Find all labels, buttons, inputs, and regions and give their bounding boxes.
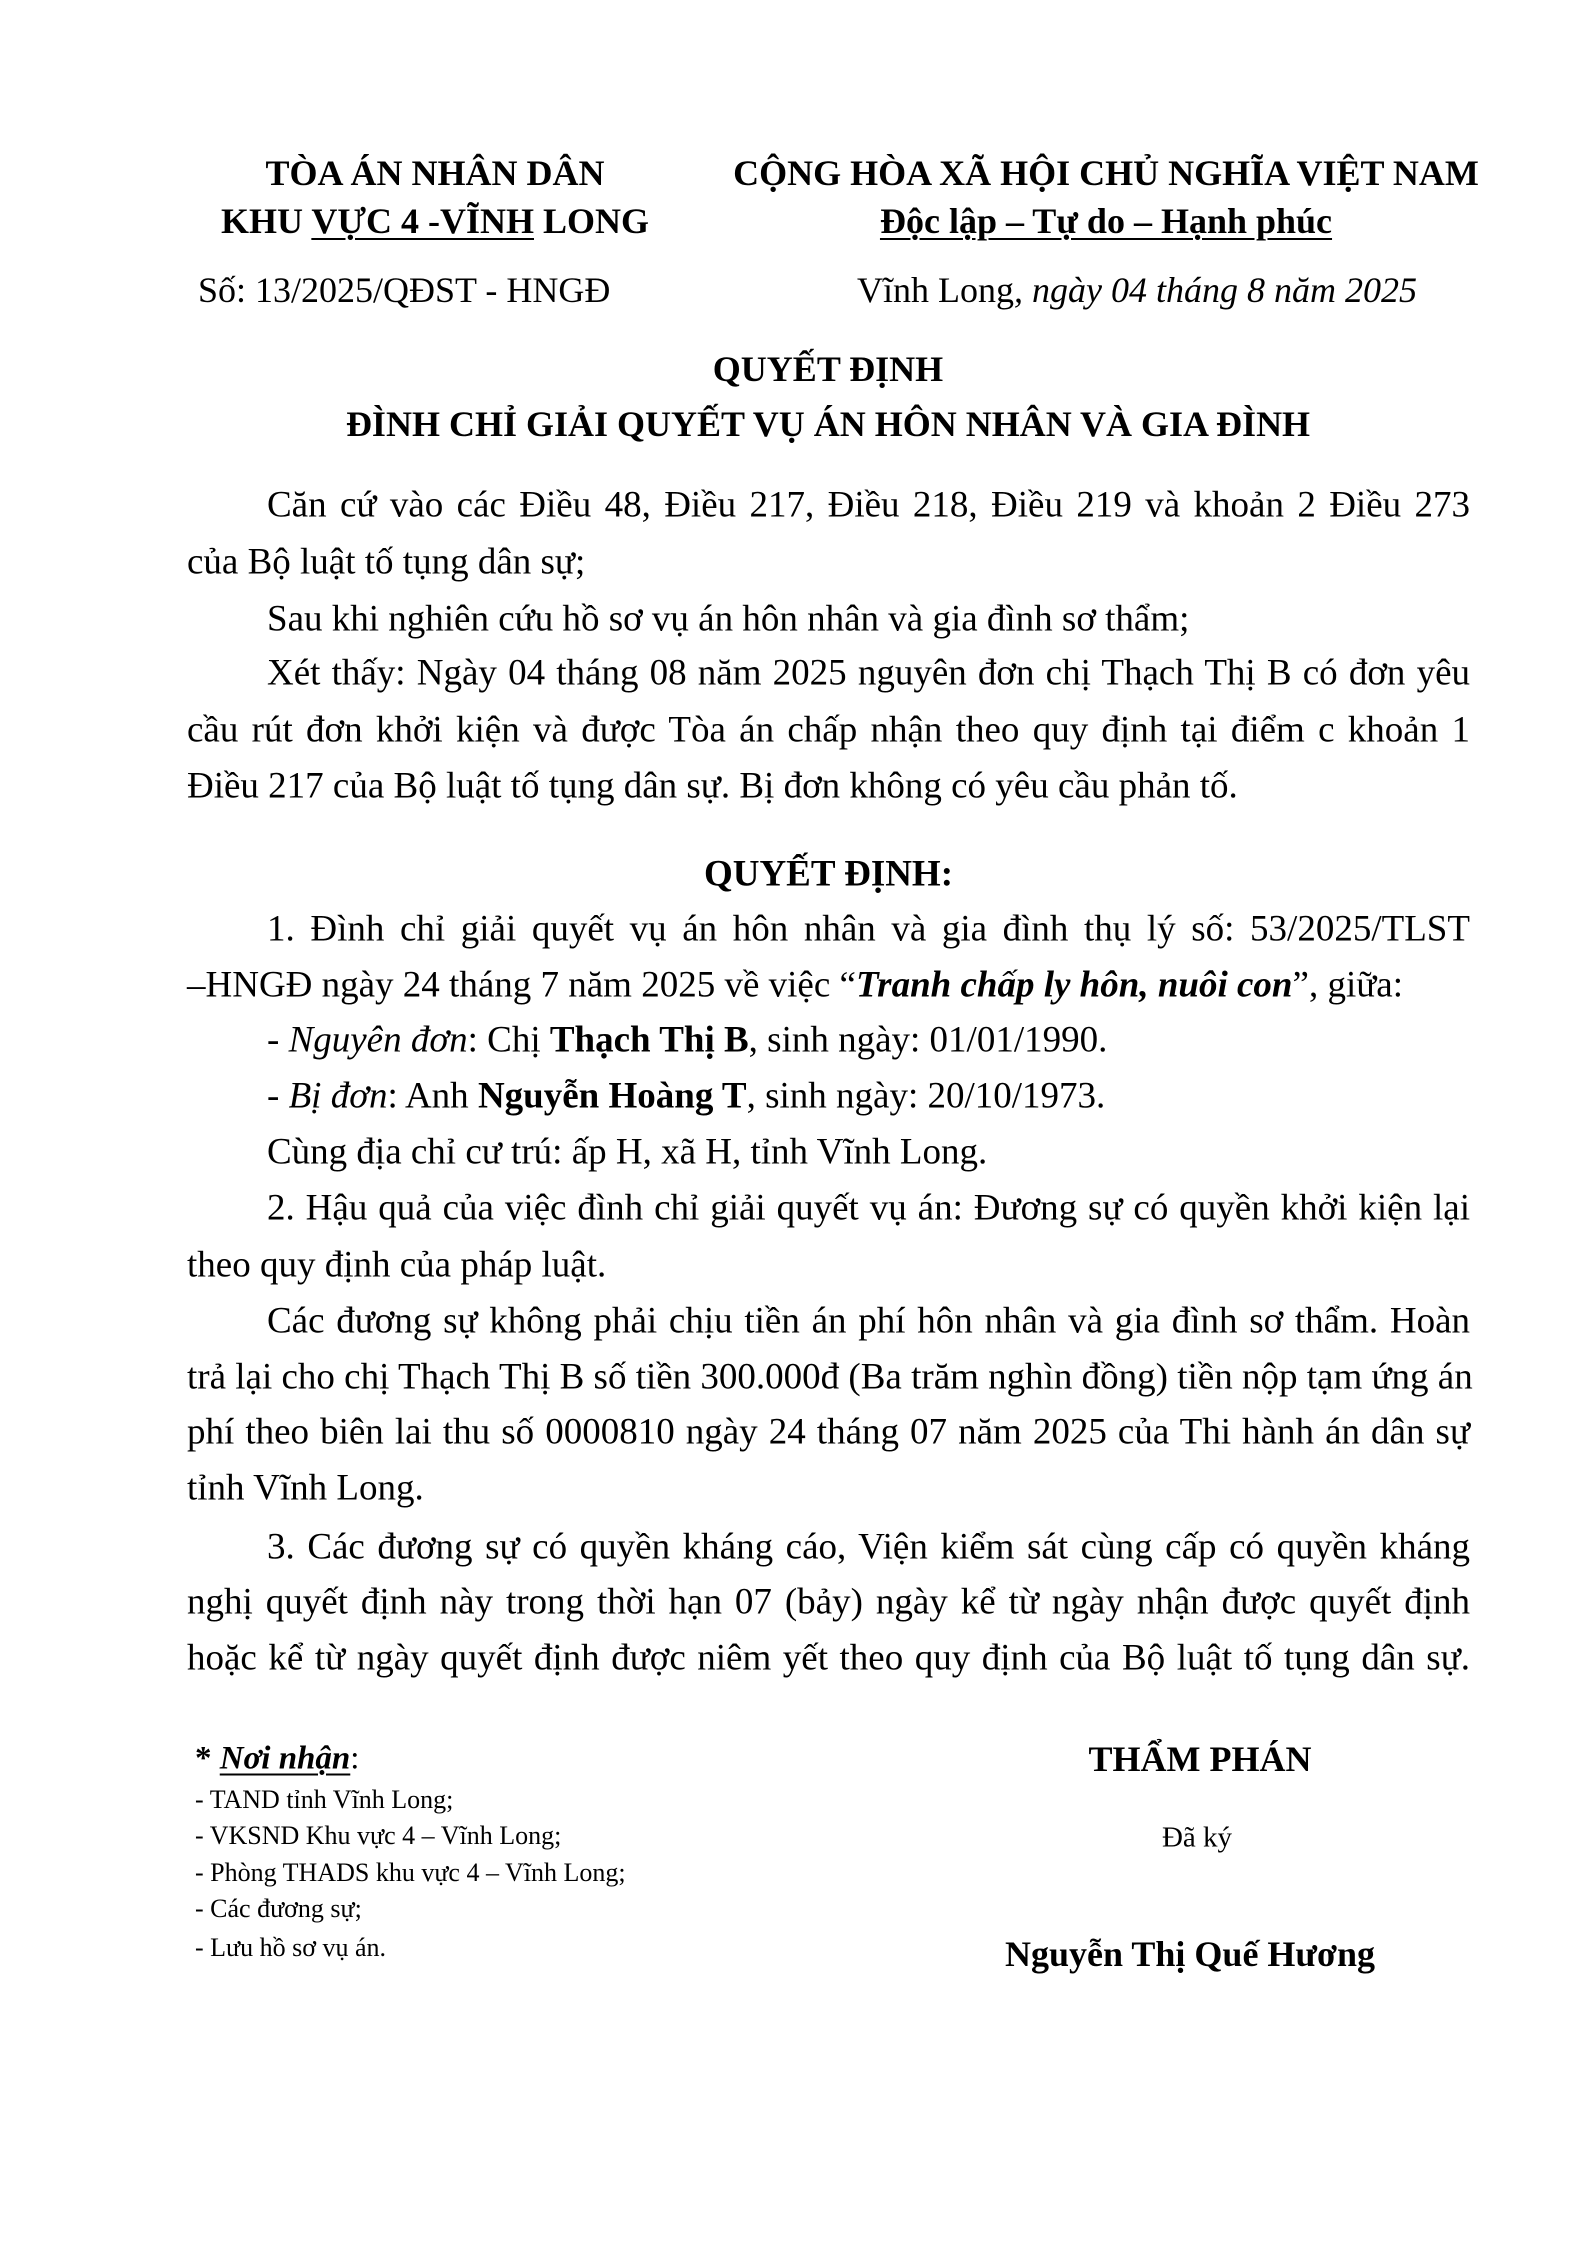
- body-line: [187, 598, 1470, 640]
- document-date: [857, 272, 1417, 308]
- signer-name: Nguyễn Thị Quế Hương: [1005, 1934, 1375, 1974]
- body-line: [187, 1581, 1470, 1623]
- body-line: [187, 908, 1470, 950]
- page-title: QUYẾT ĐỊNH: [712, 349, 944, 389]
- text-segment: Nguyên đơn: [288, 1019, 468, 1061]
- body-line: [187, 1244, 1470, 1286]
- recipient-item: - TAND tỉnh Vĩnh Long;: [195, 1785, 454, 1814]
- section-heading: [187, 853, 1470, 895]
- text-segment: ”, giữa:: [1292, 964, 1403, 1006]
- text-segment: 2. Hậu quả của việc đình chỉ giải quyết vụ án: Đương sự có quyền khởi kiện lại: [267, 1187, 1470, 1229]
- body-line: [187, 964, 1470, 1006]
- signer-role: THẨM PHÁN: [1088, 1739, 1312, 1779]
- court-region-underlined: VỰC 4 -VĨNH: [311, 201, 534, 241]
- text-segment: của Bộ luật tố tụng dân sự;: [187, 541, 586, 583]
- recipient-item: - Lưu hồ sơ vụ án.: [195, 1933, 387, 1962]
- recipient-item: - VKSND Khu vực 4 – Vĩnh Long;: [195, 1821, 562, 1850]
- text-segment: 1. Đình chỉ giải quyết vụ án hôn nhân và gia đình thụ lý số: 53/2025/TLST: [267, 908, 1470, 950]
- text-segment: Điều 217 của Bộ luật tố tụng dân sự. Bị đơn không có yêu cầu phản tố.: [187, 765, 1238, 807]
- body-line: [187, 1019, 1470, 1061]
- text-segment: Căn cứ vào các Điều 48, Điều 217, Điều 218, Điều 219 và khoản 2 Điều 273: [267, 484, 1470, 526]
- nation-name: CỘNG HÒA XÃ HỘI CHỦ NGHĨA VIỆT NAM: [733, 153, 1479, 193]
- body-line: [187, 709, 1470, 751]
- text-segment: nghị quyết định này trong thời hạn 07 (bảy) ngày kể từ ngày nhận được quyết định: [187, 1581, 1470, 1623]
- text-segment: –HNGĐ ngày 24 tháng 7 năm 2025 về việc “: [187, 964, 856, 1006]
- court-region-pre: KHU: [220, 201, 312, 241]
- body-line: [187, 652, 1470, 694]
- text-segment: : Anh: [387, 1075, 478, 1117]
- recipient-item: - Các đương sự;: [195, 1894, 362, 1923]
- document-number: Số: 13/2025/QĐST - HNGĐ: [198, 270, 611, 310]
- text-segment: , sinh ngày: 20/10/1973.: [746, 1075, 1106, 1117]
- body-line: [187, 1356, 1473, 1398]
- text-segment: tỉnh Vĩnh Long.: [187, 1467, 424, 1509]
- text-segment: Tranh chấp ly hôn, nuôi con: [855, 964, 1293, 1006]
- text-segment: phí theo biên lai thu số 0000810 ngày 24 tháng 07 năm 2025 của Thi hành án dân sự: [187, 1411, 1470, 1453]
- text-segment: hoặc kể từ ngày quyết định được niêm yết theo quy định của Bộ luật tố tụng dân sự.: [187, 1637, 1470, 1679]
- body-line: [187, 1637, 1470, 1679]
- recipients-star: *: [195, 1740, 220, 1777]
- text-segment: theo quy định của pháp luật.: [187, 1244, 607, 1286]
- text-segment: Nguyễn Hoàng T: [477, 1075, 747, 1117]
- text-segment: , sinh ngày: 01/01/1990.: [748, 1019, 1108, 1061]
- text-segment: cầu rút đơn khởi kiện và được Tòa án chấp nhận theo quy định tại điểm c khoản 1: [187, 709, 1470, 751]
- body-line: [187, 1300, 1470, 1342]
- recipients-heading: [195, 1740, 360, 1777]
- body-line: [187, 1131, 1470, 1173]
- text-segment: 3. Các đương sự có quyền kháng cáo, Viện kiểm sát cùng cấp có quyền kháng: [267, 1526, 1470, 1568]
- page-subtitle: ĐÌNH CHỈ GIẢI QUYẾT VỤ ÁN HÔN NHÂN VÀ GIA ĐÌNH: [345, 404, 1311, 444]
- court-region-post: LONG: [534, 201, 650, 241]
- body-line: [187, 484, 1470, 526]
- text-segment: -: [267, 1075, 289, 1117]
- text-segment: Bị đơn: [288, 1075, 388, 1117]
- date: , ngày 04 tháng 8 năm 2025: [1014, 270, 1417, 310]
- text-segment: Xét thấy: Ngày 04 tháng 08 năm 2025 nguyên đơn chị Thạch Thị B có đơn yêu: [267, 652, 1470, 694]
- text-segment: Sau khi nghiên cứu hồ sơ vụ án hôn nhân và gia đình sơ thẩm;: [267, 598, 1190, 640]
- place: Vĩnh Long: [857, 270, 1014, 310]
- text-segment: -: [267, 1019, 289, 1061]
- recipient-item: - Phòng THADS khu vực 4 – Vĩnh Long;: [195, 1858, 626, 1887]
- court-name: TÒA ÁN NHÂN DÂN: [265, 153, 605, 193]
- text-segment: trả lại cho chị Thạch Thị B số tiền 300.000đ (Ba trăm nghìn đồng) tiền nộp tạm ứng án: [187, 1356, 1473, 1398]
- text-segment: Thạch Thị B: [549, 1019, 749, 1061]
- signed-status: Đã ký: [1161, 1821, 1233, 1854]
- recipients-label: Nơi nhận: [219, 1740, 351, 1777]
- national-motto: Độc lập – Tự do – Hạnh phúc: [879, 201, 1333, 241]
- body-line: [187, 765, 1470, 807]
- body-line: [187, 541, 1470, 583]
- text-segment: : Chị: [467, 1019, 550, 1061]
- text-segment: QUYẾT ĐỊNH:: [703, 853, 954, 895]
- body-line: [187, 1187, 1470, 1229]
- recipients-colon: :: [350, 1740, 360, 1777]
- court-region: [221, 203, 649, 239]
- text-segment: Cùng địa chỉ cư trú: ấp H, xã H, tỉnh Vĩnh Long.: [267, 1131, 988, 1173]
- body-line: [187, 1467, 1470, 1509]
- text-segment: Các đương sự không phải chịu tiền án phí hôn nhân và gia đình sơ thẩm. Hoàn: [267, 1300, 1470, 1342]
- body-line: [187, 1526, 1470, 1568]
- body-line: [187, 1411, 1470, 1453]
- body-line: [187, 1075, 1470, 1117]
